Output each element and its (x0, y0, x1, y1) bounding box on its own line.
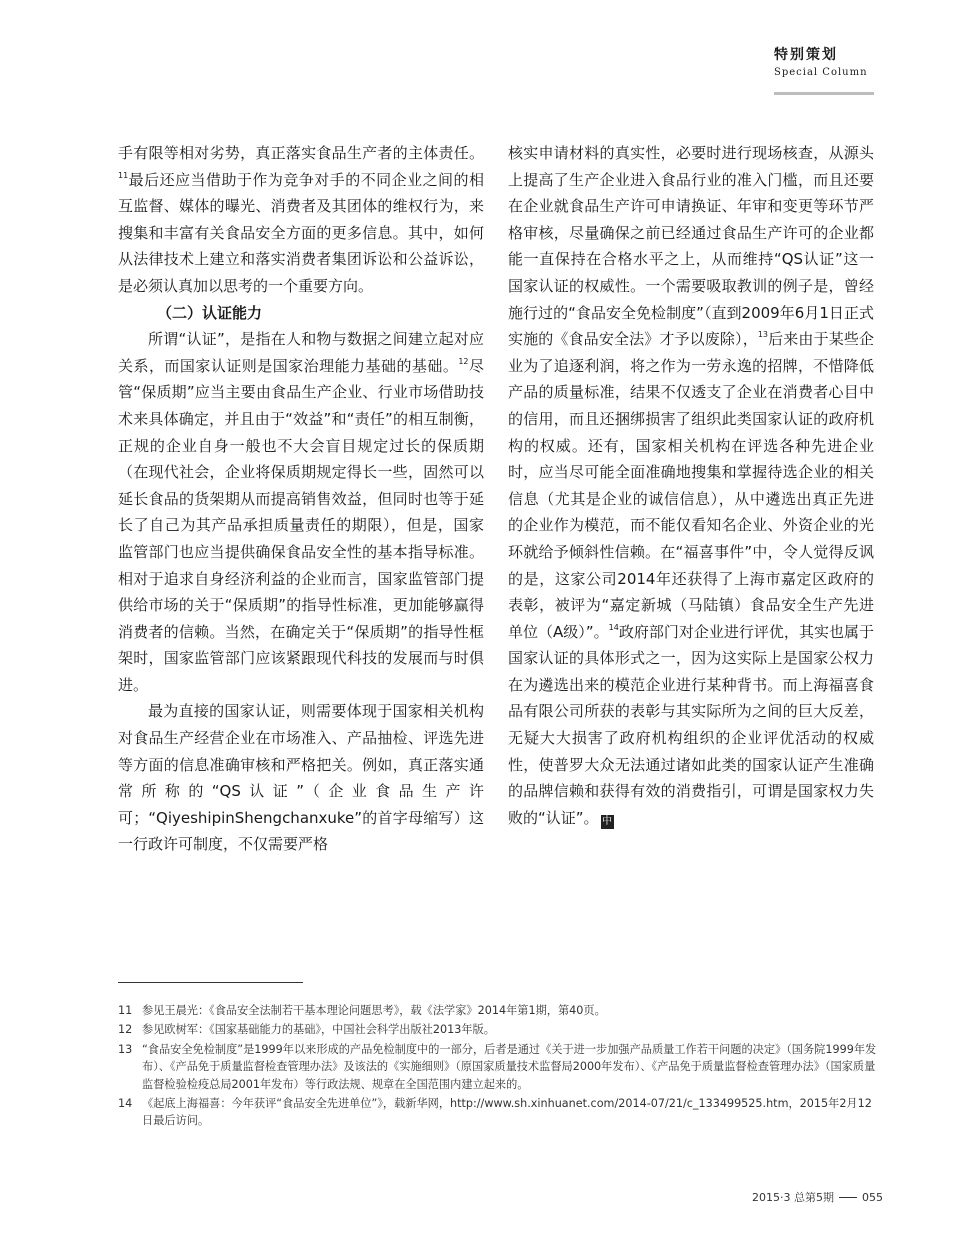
footnote-number: 12 (118, 1023, 133, 1037)
paragraph: 核实申请材料的真实性，必要时进行现场核查，从源头上提高了生产企业进入食品行业的准入门槛，而且还要在企业就食品生产许可申请换证、年审和变更等环节严格审核，尽量确保之前已经通过食品生产许可的企业都能一直保持在合格水平之上，从而维持“QS认证”这一国家认证的权威性。一个需要吸取教训的例子是，曾经施行过的“食品安全免检制度”（直到2009年6月1日正式实施的《食品安全法》才予以废除），$^{13}$后来由于某些企业为了追逐利润，将之作为一劳永逸的招牌，不惜降低产品的质量标准，结果不仅透支了企业在消费者心目中的信用，而且还捆绑损害了组织此类国家认证的政府机构的权威。还有，国家相关机构在评选各种先进企业时，应当尽可能全面准确地搜集和掌握待选企业的相关信息（尤其是企业的诚信信息），从中遴选出真正先进的企业作为模范，而不能仅看知名企业、外资企业的光环就给予倾斜性信赖。在“福喜事件”中，令人觉得反讽的是，这家公司2014年还获得了上海市嘉定区政府的表彰，被评为“嘉定新城（马陆镇）食品安全生产先进单位（A级）”。$^{14}$政府部门对企业进行评优，其实也属于国家认证的具体形式之一，因为这实际上是国家公权力在为遴选出来的模范企业进行某种背书。而上海福喜食品有限公司所获的表彰与其实际所为之间的巨大反差，无疑大大损害了政府机构组织的企业评优活动的权威性，使普罗大众无法通过诸如此类的国家认证产生准确的品牌信赖和获得有效的消费指引，可谓是国家权力失败的“认证”。 中 (508, 144, 874, 827)
footnote-number: 11 (118, 1004, 133, 1017)
footnote-item (118, 1002, 878, 1019)
footnote-ref[interactable]: 11 (118, 170, 129, 180)
footnote-text: 《起底上海福喜：今年获评“食品安全先进单位”》，载新华网，http://www.sh.xinhuanet.com/2014-07/21/c_133499525.htm，2015年2月12日最后访问。 (142, 1097, 872, 1128)
folio-dash (839, 1197, 857, 1198)
paragraph: 手有限等相对劣势，真正落实食品生产者的主体责任。$^{11}$最后还应当借助于作为竞争对手的不同企业之间的相互监督、媒体的曝光、消费者及其团体的维权行为，来搜集和丰富有关食品安全方面的更多信息。其中，如何从法律技术上建立和落实消费者集团诉讼和公益诉讼，是必须认真加以思考的一个重要方向。 (118, 144, 484, 295)
footnote-item (118, 1021, 878, 1038)
paragraph: 所谓“认证”，是指在人和物与数据之间建立起对应关系，而国家认证则是国家治理能力基础的基础。$^{12}$尽管“保质期”应当主要由食品生产企业、行业市场借助技术来具体确定，并且由于“效益”和“责任”的相互制衡，正规的企业自身一般也不大会盲目规定过长的保质期（在现代社会，企业将保质期规定得长一些，固然可以延长食品的货架期从而提高销售效益，但同时也等于延长了自己为其产品承担质量责任的期限），但是，国家监管部门也应当提供确保食品安全性的基本指导标准。相对于追求自身经济利益的企业而言，国家监管部门提供给市场的关于“保质期”的指导性标准，更加能够赢得消费者的信赖。当然，在确定关于“保质期”的指导性框架时，国家监管部门应该紧跟现代科技的发展而与时俱进。 (118, 330, 484, 694)
footnote-separator (118, 982, 303, 983)
left-column (118, 140, 484, 858)
footnote-item (118, 1041, 878, 1093)
issue-info: 2015·3 总第5期 (752, 1191, 834, 1204)
running-header (774, 46, 876, 95)
column-title-english: Special Column (774, 67, 868, 78)
footnote-number: 14 (118, 1097, 133, 1111)
footnote-ref[interactable]: 13 (757, 330, 769, 340)
right-column (508, 140, 874, 831)
end-mark-icon: 中 (602, 815, 613, 827)
paragraph: 最为直接的国家认证，则需要体现于国家相关机构对食品生产经营企业在市场准入、产品抽检、评选先进等方面的信息准确审核和严格把关。例如，真正落实通常所称的“QS认证”（企业食品生产许可；“QiyeshipinShengchanxuke”的首字母缩写）这一行政许可制度，不仅需要严格 (118, 702, 484, 854)
footnote-number: 13 (118, 1042, 133, 1056)
page-number: 055 (861, 1190, 883, 1204)
footnote-item (118, 1095, 878, 1130)
section-heading: （二）认证能力 (157, 303, 263, 322)
footnote-ref[interactable]: 14 (608, 622, 619, 632)
page-footer (752, 1189, 883, 1205)
column-title: 特别策划 (774, 47, 838, 63)
footnote-text: 参见欧树军：《国家基础能力的基础》，中国社会科学出版社2013年版。 (142, 1023, 495, 1037)
footnotes (118, 1002, 878, 1132)
footnote-text: 参见王晨光：《食品安全法制若干基本理论问题思考》，载《法学家》2014年第1期，第40页。 (142, 1004, 606, 1017)
header-rule (774, 92, 874, 95)
footnote-text: “食品安全免检制度”是1999年以来形成的产品免检制度中的一部分，后者是通过《关于进一步加强产品质量工作若干问题的决定》（国务院1999年发布）、《产品免于质量监督检查管理办法》及该法的《实施细则》（原国家质量技术监督局2000年发布）、《产品免于质量监督检查管理办法》（国家质量监督检验检疫总局2001年发布）等行政法规、规章在全国范围内建立起来的。 (142, 1042, 877, 1091)
footnote-ref[interactable]: 12 (458, 356, 469, 366)
